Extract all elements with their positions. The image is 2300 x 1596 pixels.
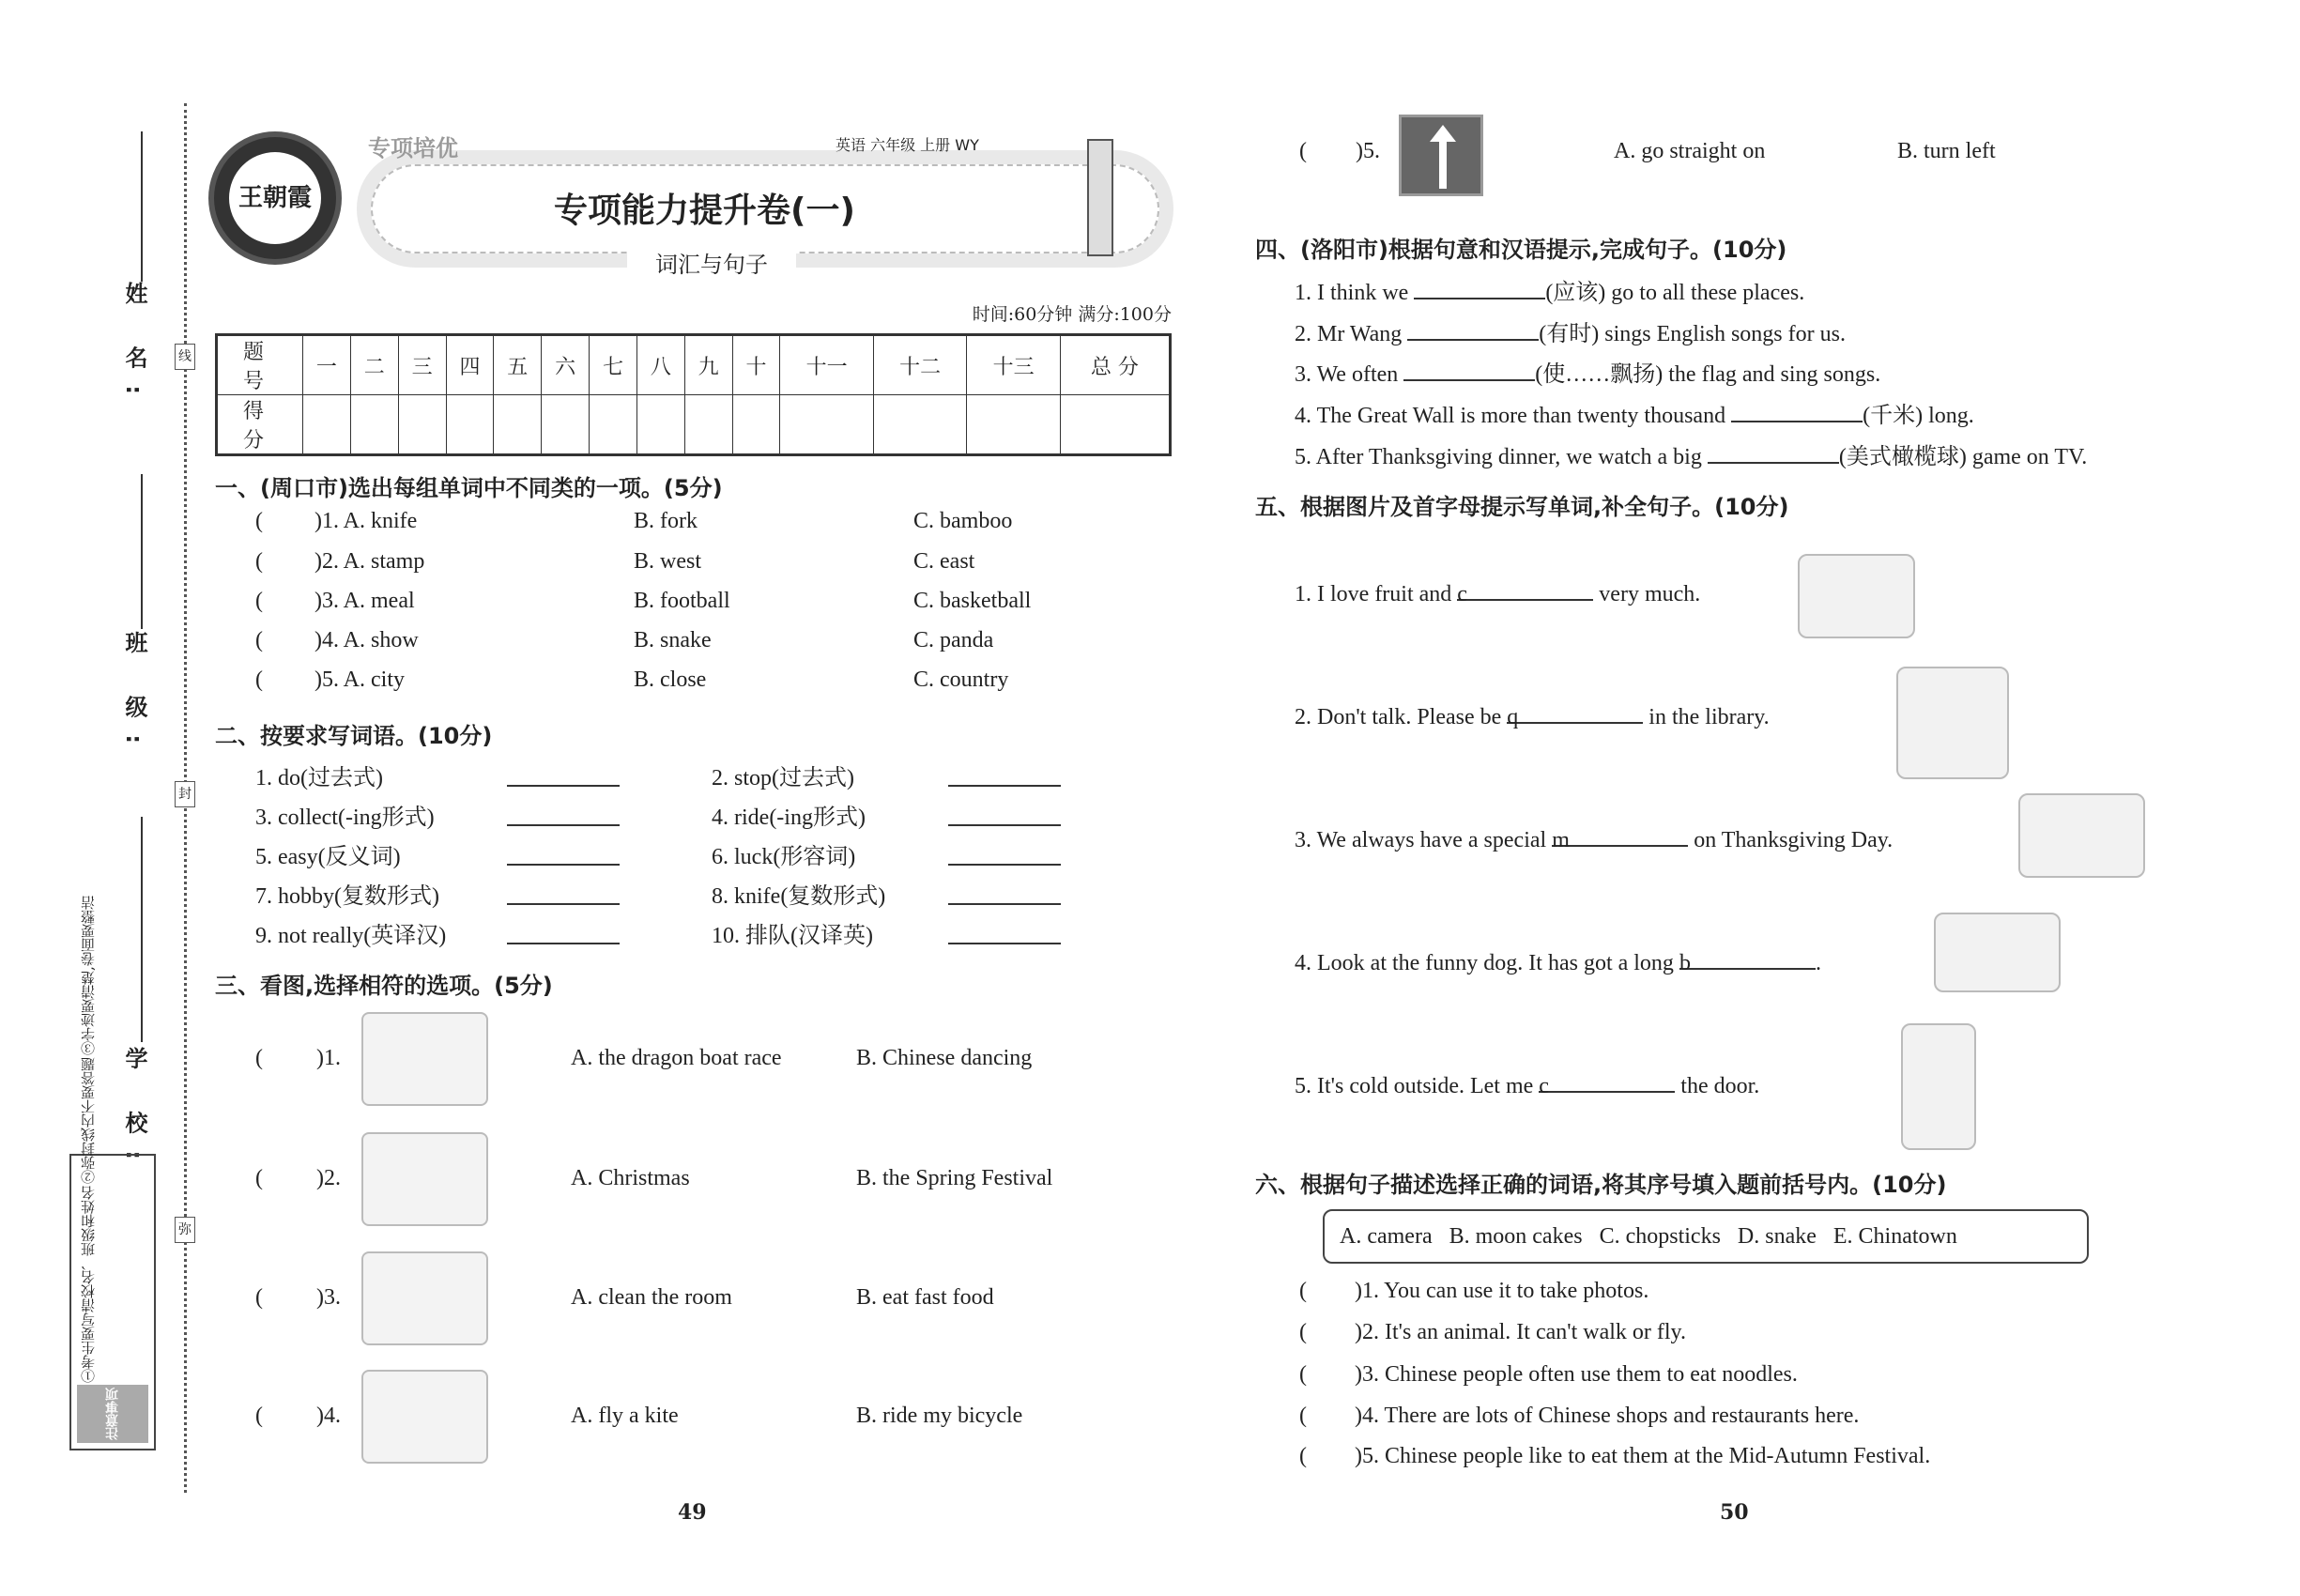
score-cell[interactable] (967, 395, 1060, 455)
sentence-end: on Thanksgiving Day. (1688, 828, 1894, 852)
notice-item: ③字迹要清楚,卷面要整洁 (80, 896, 97, 1055)
sentence (1295, 273, 1804, 306)
tag-label: 专项培优 (368, 135, 458, 161)
word-prompt: 3. collect(-ing形式) (255, 806, 435, 830)
notice-title: 注意事项 (105, 1388, 120, 1440)
dragon-boat-picture (361, 1012, 488, 1106)
column-header: 二 (350, 335, 398, 395)
sentence (1295, 951, 1821, 976)
answer-blank[interactable] (1708, 443, 1839, 464)
column-header: 一 (303, 335, 351, 395)
class-label: 班 级: (121, 631, 147, 760)
book-meta: 英语 六年级 上册 WY (836, 136, 979, 154)
score-cell[interactable] (446, 395, 494, 455)
sentence-start: 1. I love fruit and (1295, 582, 1458, 606)
option-b: B. snake (634, 628, 712, 652)
column-header: 六 (542, 335, 590, 395)
question-text: )4. There are lots of Chinese shops and restaurants here. (1355, 1404, 1860, 1428)
section3-heading: 三、看图,选择相符的选项。(5分) (215, 973, 553, 999)
paren[interactable]: ( (255, 1046, 263, 1070)
sentence (1295, 582, 1700, 607)
chinese-hint: (使……飘扬) (1535, 362, 1664, 387)
girl-bicycle-picture (361, 1370, 488, 1464)
score-cell[interactable] (684, 395, 732, 455)
chinese-hint: (千米) (1863, 404, 1924, 428)
family-dinner-picture (361, 1132, 488, 1226)
option-b: B. Chinese dancing (856, 1046, 1033, 1070)
option-b: B. the Spring Festival (856, 1166, 1053, 1190)
paren[interactable]: ( (255, 509, 263, 533)
question-number: )1. (316, 1046, 341, 1070)
section5-heading: 五、根据图片及首字母提示写单词,补全句子。(10分) (1255, 494, 1789, 520)
time-score: 时间:60分钟 满分:100分 (972, 304, 1172, 325)
section2-heading: 二、按要求写词语。(10分) (215, 723, 493, 749)
answer-blank[interactable] (948, 824, 1061, 826)
answer-blank[interactable] (507, 943, 620, 944)
paren[interactable]: ( (1299, 1362, 1307, 1387)
question-option-a: )5. A. city (314, 668, 405, 692)
question-text: )1. You can use it to take photos. (1355, 1279, 1649, 1303)
option-a: A. fly a kite (571, 1404, 679, 1428)
sentence-start: 5. It's cold outside. Let me (1295, 1074, 1540, 1098)
word-prompt: 2. stop(过去式) (712, 766, 854, 790)
row-label: 得 分 (217, 395, 303, 455)
library-picture (1896, 667, 2009, 779)
initial-letter[interactable]: c (1457, 582, 1593, 601)
straight-arrow-sign-picture (1399, 115, 1483, 196)
sentence-end: the flag and sing songs. (1663, 362, 1881, 387)
option-c: C. panda (913, 628, 994, 652)
column-header: 七 (590, 335, 637, 395)
chinese-hint: (美式橄榄球) (1838, 445, 1967, 469)
column-header: 总 分 (1060, 335, 1170, 395)
question-text: )2. It's an animal. It can't walk or fly. (1355, 1320, 1686, 1344)
paren[interactable]: ( (255, 628, 263, 652)
option-c: C. country (913, 668, 1009, 692)
answer-blank[interactable] (1407, 320, 1539, 341)
question-option-a: )2. A. stamp (314, 549, 425, 574)
column-header: 十三 (967, 335, 1060, 395)
initial-letter[interactable]: c (1539, 1074, 1675, 1093)
sentence (1295, 705, 1770, 730)
option-a: A. go straight on (1614, 139, 1766, 163)
question-number: )2. (316, 1166, 341, 1190)
question-option-a: )1. A. knife (314, 509, 418, 533)
option-c: C. basketball (913, 589, 1032, 613)
sentence (1295, 437, 2087, 470)
paren[interactable]: ( (1299, 1404, 1307, 1428)
option-a: A. the dragon boat race (571, 1046, 782, 1070)
answer-blank[interactable] (948, 943, 1061, 944)
column-header: 十二 (873, 335, 966, 395)
sentence-start: 5. After Thanksgiving dinner, we watch a big (1295, 445, 1708, 469)
sentence (1295, 355, 1880, 388)
page-number: 50 (1720, 1500, 1749, 1525)
option-c: C. east (913, 549, 975, 574)
boy-door-picture (1901, 1023, 1976, 1150)
sentence-start: 4. The Great Wall is more than twenty thousand (1295, 404, 1732, 428)
chinese-hint: (有时) (1539, 322, 1600, 346)
answer-blank[interactable] (507, 785, 620, 787)
option-a: A. Christmas (571, 1166, 690, 1190)
section1-heading: 一、(周口市)选出每组单词中不同类的一项。(5分) (215, 475, 723, 501)
turkey-picture (2018, 793, 2145, 878)
answer-blank[interactable] (507, 903, 620, 905)
answer-blank[interactable] (1731, 402, 1863, 422)
score-cell[interactable] (732, 395, 780, 455)
option-b: B. west (634, 549, 701, 574)
option-a: A. clean the room (571, 1285, 732, 1310)
class-field[interactable] (141, 474, 143, 629)
initial-letter[interactable]: b (1679, 951, 1816, 970)
section4-heading: 四、(洛阳市)根据句意和汉语提示,完成句子。(10分) (1255, 237, 1787, 263)
paren[interactable]: ( (255, 1285, 263, 1310)
question-text: )5. Chinese people like to eat them at the Mid-Autumn Festival. (1355, 1444, 1931, 1468)
paren[interactable]: ( (1299, 139, 1307, 163)
sentence-end: go to all these places. (1605, 281, 1805, 305)
sentence-start: 2. Mr Wang (1295, 322, 1408, 346)
sentence-start: 3. We always have a special (1295, 828, 1553, 852)
option-b: B. turn left (1897, 139, 1996, 163)
page-number: 49 (678, 1500, 707, 1525)
column-header: 四 (446, 335, 494, 395)
score-cell[interactable] (1060, 395, 1170, 455)
candy-picture (1798, 554, 1915, 638)
word-prompt: 10. 排队(汉译英) (712, 924, 873, 948)
sentence-end: long. (1923, 404, 1974, 428)
sentence (1295, 396, 1974, 429)
column-header: 五 (494, 335, 542, 395)
score-cell[interactable] (303, 395, 351, 455)
question-number: )5. (1356, 139, 1380, 163)
sentence-start: 1. I think we (1295, 281, 1415, 305)
sentence-end: game on TV. (1966, 445, 2088, 469)
paren[interactable]: ( (1299, 1444, 1307, 1468)
seal-mark: 封 (175, 781, 195, 807)
lighthouse-icon (1087, 139, 1113, 256)
sentence-end: . (1815, 951, 1821, 975)
section6-heading: 六、根据句子描述选择正确的词语,将其序号填入题前括号内。(10分) (1255, 1172, 1947, 1198)
question-option-a: )3. A. meal (314, 589, 415, 613)
sentence-end: sings English songs for us. (1599, 322, 1846, 346)
page-subtitle: 词汇与句子 (627, 246, 796, 279)
answer-blank[interactable] (1403, 361, 1535, 381)
sentence-end: very much. (1593, 582, 1701, 606)
answer-blank[interactable] (948, 903, 1061, 905)
option-b: B. ride my bicycle (856, 1404, 1023, 1428)
word-prompt: 9. not really(英译汉) (255, 924, 447, 948)
score-cell[interactable] (780, 395, 873, 455)
score-cell[interactable] (494, 395, 542, 455)
paren[interactable]: ( (1299, 1279, 1307, 1303)
page-title: 专项能力提升卷(一) (554, 192, 855, 230)
column-header: 九 (684, 335, 732, 395)
score-cell[interactable] (873, 395, 966, 455)
initial-letter[interactable]: m (1552, 828, 1688, 847)
word-prompt: 7. hobby(复数形式) (255, 884, 439, 909)
sentence (1295, 315, 1846, 347)
sentence (1295, 828, 1893, 853)
chinese-hint: (应该) (1545, 281, 1606, 305)
word-prompt: 8. knife(复数形式) (712, 884, 886, 909)
score-cell[interactable] (636, 395, 684, 455)
column-header: 十一 (780, 335, 873, 395)
option-b: B. close (634, 668, 707, 692)
question-option-a: )4. A. show (314, 628, 419, 652)
paren[interactable]: ( (255, 549, 263, 574)
row-label: 题 号 (217, 335, 303, 395)
word-bank: A. camera B. moon cakes C. chopsticks D. snake E. Chinatown (1323, 1209, 2089, 1264)
name-field[interactable] (141, 131, 143, 282)
sentence-start: 3. We often (1295, 362, 1404, 387)
school-label: 学 校: (121, 1047, 147, 1176)
dachshund-picture (1934, 913, 2061, 992)
sentence-end: in the library. (1643, 705, 1770, 729)
column-header: 三 (398, 335, 446, 395)
girl-cleaning-picture (361, 1251, 488, 1345)
question-number: )3. (316, 1285, 341, 1310)
score-table (215, 333, 1172, 456)
notice-item: ①考生要写清校名、班级和姓名 (80, 1186, 97, 1383)
question-number: )4. (316, 1404, 341, 1428)
sentence (1295, 1074, 1759, 1099)
word-prompt: 5. easy(反义词) (255, 845, 401, 869)
seal-mark: 弥 (175, 1217, 195, 1243)
score-cell[interactable] (542, 395, 590, 455)
score-cell[interactable] (398, 395, 446, 455)
column-header: 十 (732, 335, 780, 395)
answer-blank[interactable] (1414, 279, 1545, 299)
sentence-start: 2. Don't talk. Please be (1295, 705, 1508, 729)
word-prompt: 1. do(过去式) (255, 766, 383, 790)
notice-item: ②弥封线内不要答题 (80, 1057, 97, 1184)
answer-blank[interactable] (948, 864, 1061, 866)
score-cell[interactable] (350, 395, 398, 455)
name-label: 姓 名: (121, 282, 147, 411)
logo-text: 王朝霞 (229, 152, 321, 244)
paren[interactable]: ( (255, 1166, 263, 1190)
answer-blank[interactable] (507, 824, 620, 826)
paren[interactable]: ( (255, 1404, 263, 1428)
option-b: B. fork (634, 509, 698, 533)
sentence-end: the door. (1675, 1074, 1760, 1098)
option-b: B. football (634, 589, 730, 613)
column-header: 八 (636, 335, 684, 395)
logo (208, 131, 342, 265)
sentence-start: 4. Look at the funny dog. It has got a long (1295, 951, 1679, 975)
seal-mark: 线 (175, 344, 195, 370)
paren[interactable]: ( (1299, 1320, 1307, 1344)
paren[interactable]: ( (255, 668, 263, 692)
notice-title-box (77, 1385, 148, 1443)
paren[interactable]: ( (255, 589, 263, 613)
option-b: B. eat fast food (856, 1285, 994, 1310)
score-cell[interactable] (590, 395, 637, 455)
question-text: )3. Chinese people often use them to eat noodles. (1355, 1362, 1798, 1387)
word-prompt: 6. luck(形容词) (712, 845, 856, 869)
option-c: C. bamboo (913, 509, 1013, 533)
answer-blank[interactable] (507, 864, 620, 866)
answer-blank[interactable] (948, 785, 1061, 787)
word-prompt: 4. ride(-ing形式) (712, 806, 866, 830)
initial-letter[interactable]: q (1507, 705, 1643, 724)
